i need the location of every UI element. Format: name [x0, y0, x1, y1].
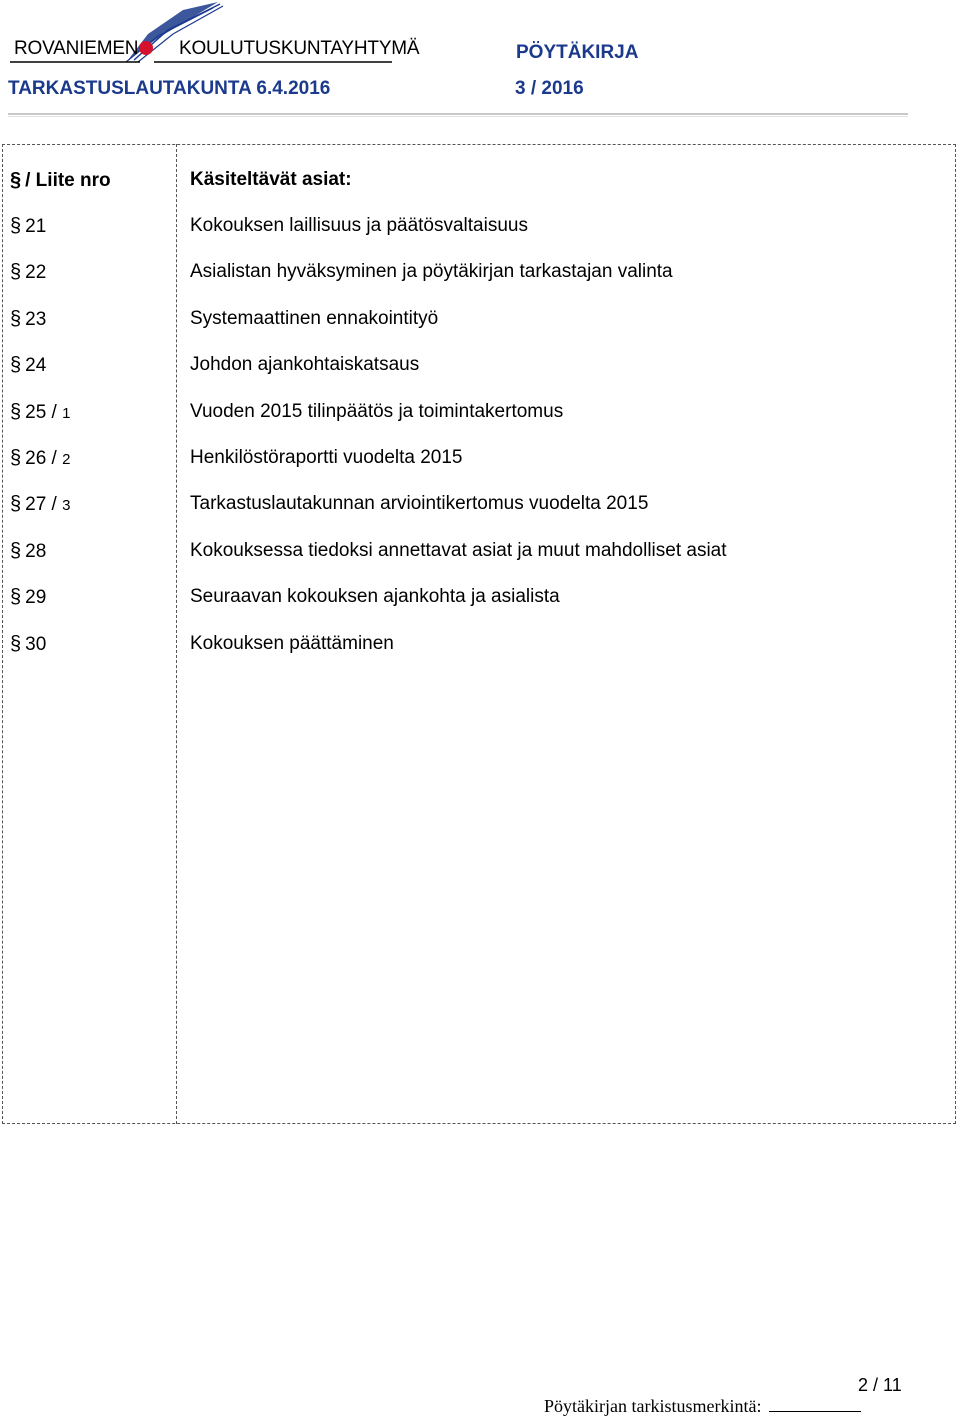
attachment-number: 3 [62, 497, 71, 514]
agenda-row [10, 212, 910, 240]
agenda-row [10, 583, 910, 611]
agenda-item-title: Tarkastuslautakunnan arviointikertomus vuodelta 2015 [190, 493, 649, 514]
org-name-right: KOULUTUSKUNTAYHTYMÄ [179, 38, 420, 59]
org-name-left: ROVANIEMEN [14, 38, 139, 59]
agenda-item-number: § 27 / 3 [10, 493, 71, 515]
document-number: 3 / 2016 [515, 78, 584, 99]
review-mark-line [769, 1397, 861, 1412]
committee-title: TARKASTUSLAUTAKUNTA 6.4.2016 [8, 78, 331, 99]
review-mark-label: Pöytäkirjan tarkistusmerkintä: [544, 1396, 762, 1416]
section-symbol: § [10, 586, 22, 608]
agenda-item-title: Henkilöstöraportti vuodelta 2015 [190, 447, 463, 468]
agenda-row [10, 351, 910, 379]
document-type: PÖYTÄKIRJA [516, 42, 639, 63]
agenda-item-title: Asialistan hyväksyminen ja pöytäkirjan tarkastajan valinta [190, 261, 673, 282]
agenda-item-number: § 25 / 1 [10, 401, 71, 423]
agenda-row [10, 398, 910, 426]
agenda-header-row [10, 166, 910, 194]
agenda-item-title: Johdon ajankohtaiskatsaus [190, 354, 420, 375]
section-symbol: § [10, 540, 22, 562]
agenda-item-title: Kokouksen päättäminen [190, 633, 394, 654]
agenda-item-title: Vuoden 2015 tilinpäätös ja toimintakertomus [190, 401, 564, 422]
document-header [8, 78, 940, 102]
section-symbol: § [10, 308, 22, 330]
agenda-item-title: Kokouksessa tiedoksi annettavat asiat ja muut mahdolliset asiat [190, 540, 727, 561]
agenda-item-number: § 24 [10, 354, 47, 376]
section-symbol: § [10, 401, 22, 423]
organization-logo [8, 0, 420, 80]
agenda-description-header: Käsiteltävät asiat: [190, 169, 352, 190]
agenda-item-number: § 30 [10, 633, 47, 655]
agenda-row [10, 537, 910, 565]
attachment-number: 1 [62, 405, 71, 422]
agenda-item-title: Kokouksen laillisuus ja päätösvaltaisuus [190, 215, 528, 236]
agenda-item-number: § 29 [10, 586, 47, 608]
agenda-row [10, 258, 910, 286]
section-symbol: § [10, 493, 22, 515]
attachment-number: 2 [62, 451, 71, 468]
section-symbol: § [10, 215, 22, 237]
agenda-row [10, 630, 910, 658]
section-symbol: § [10, 354, 22, 376]
header-divider-shadow [8, 116, 908, 117]
section-symbol: § [10, 633, 22, 655]
section-symbol: § [10, 261, 22, 283]
agenda-row [10, 305, 910, 333]
agenda-item-title: Systemaattinen ennakointityö [190, 308, 439, 329]
agenda-item-title: Seuraavan kokouksen ajankohta ja asialista [190, 586, 560, 607]
review-mark [544, 1396, 861, 1417]
agenda-item-number: § 26 / 2 [10, 447, 71, 469]
agenda-item-number: § 23 [10, 308, 47, 330]
agenda-row [10, 490, 910, 518]
agenda-item-number: § 21 [10, 215, 47, 237]
agenda-item-number: § 28 [10, 540, 47, 562]
section-symbol: § [10, 169, 22, 191]
page-number: 2 / 11 [858, 1375, 902, 1395]
section-symbol: § [10, 447, 22, 469]
header-divider [8, 113, 908, 115]
agenda-number-header: § / Liite nro [10, 169, 111, 191]
agenda-row [10, 444, 910, 472]
agenda-item-number: § 22 [10, 261, 47, 283]
